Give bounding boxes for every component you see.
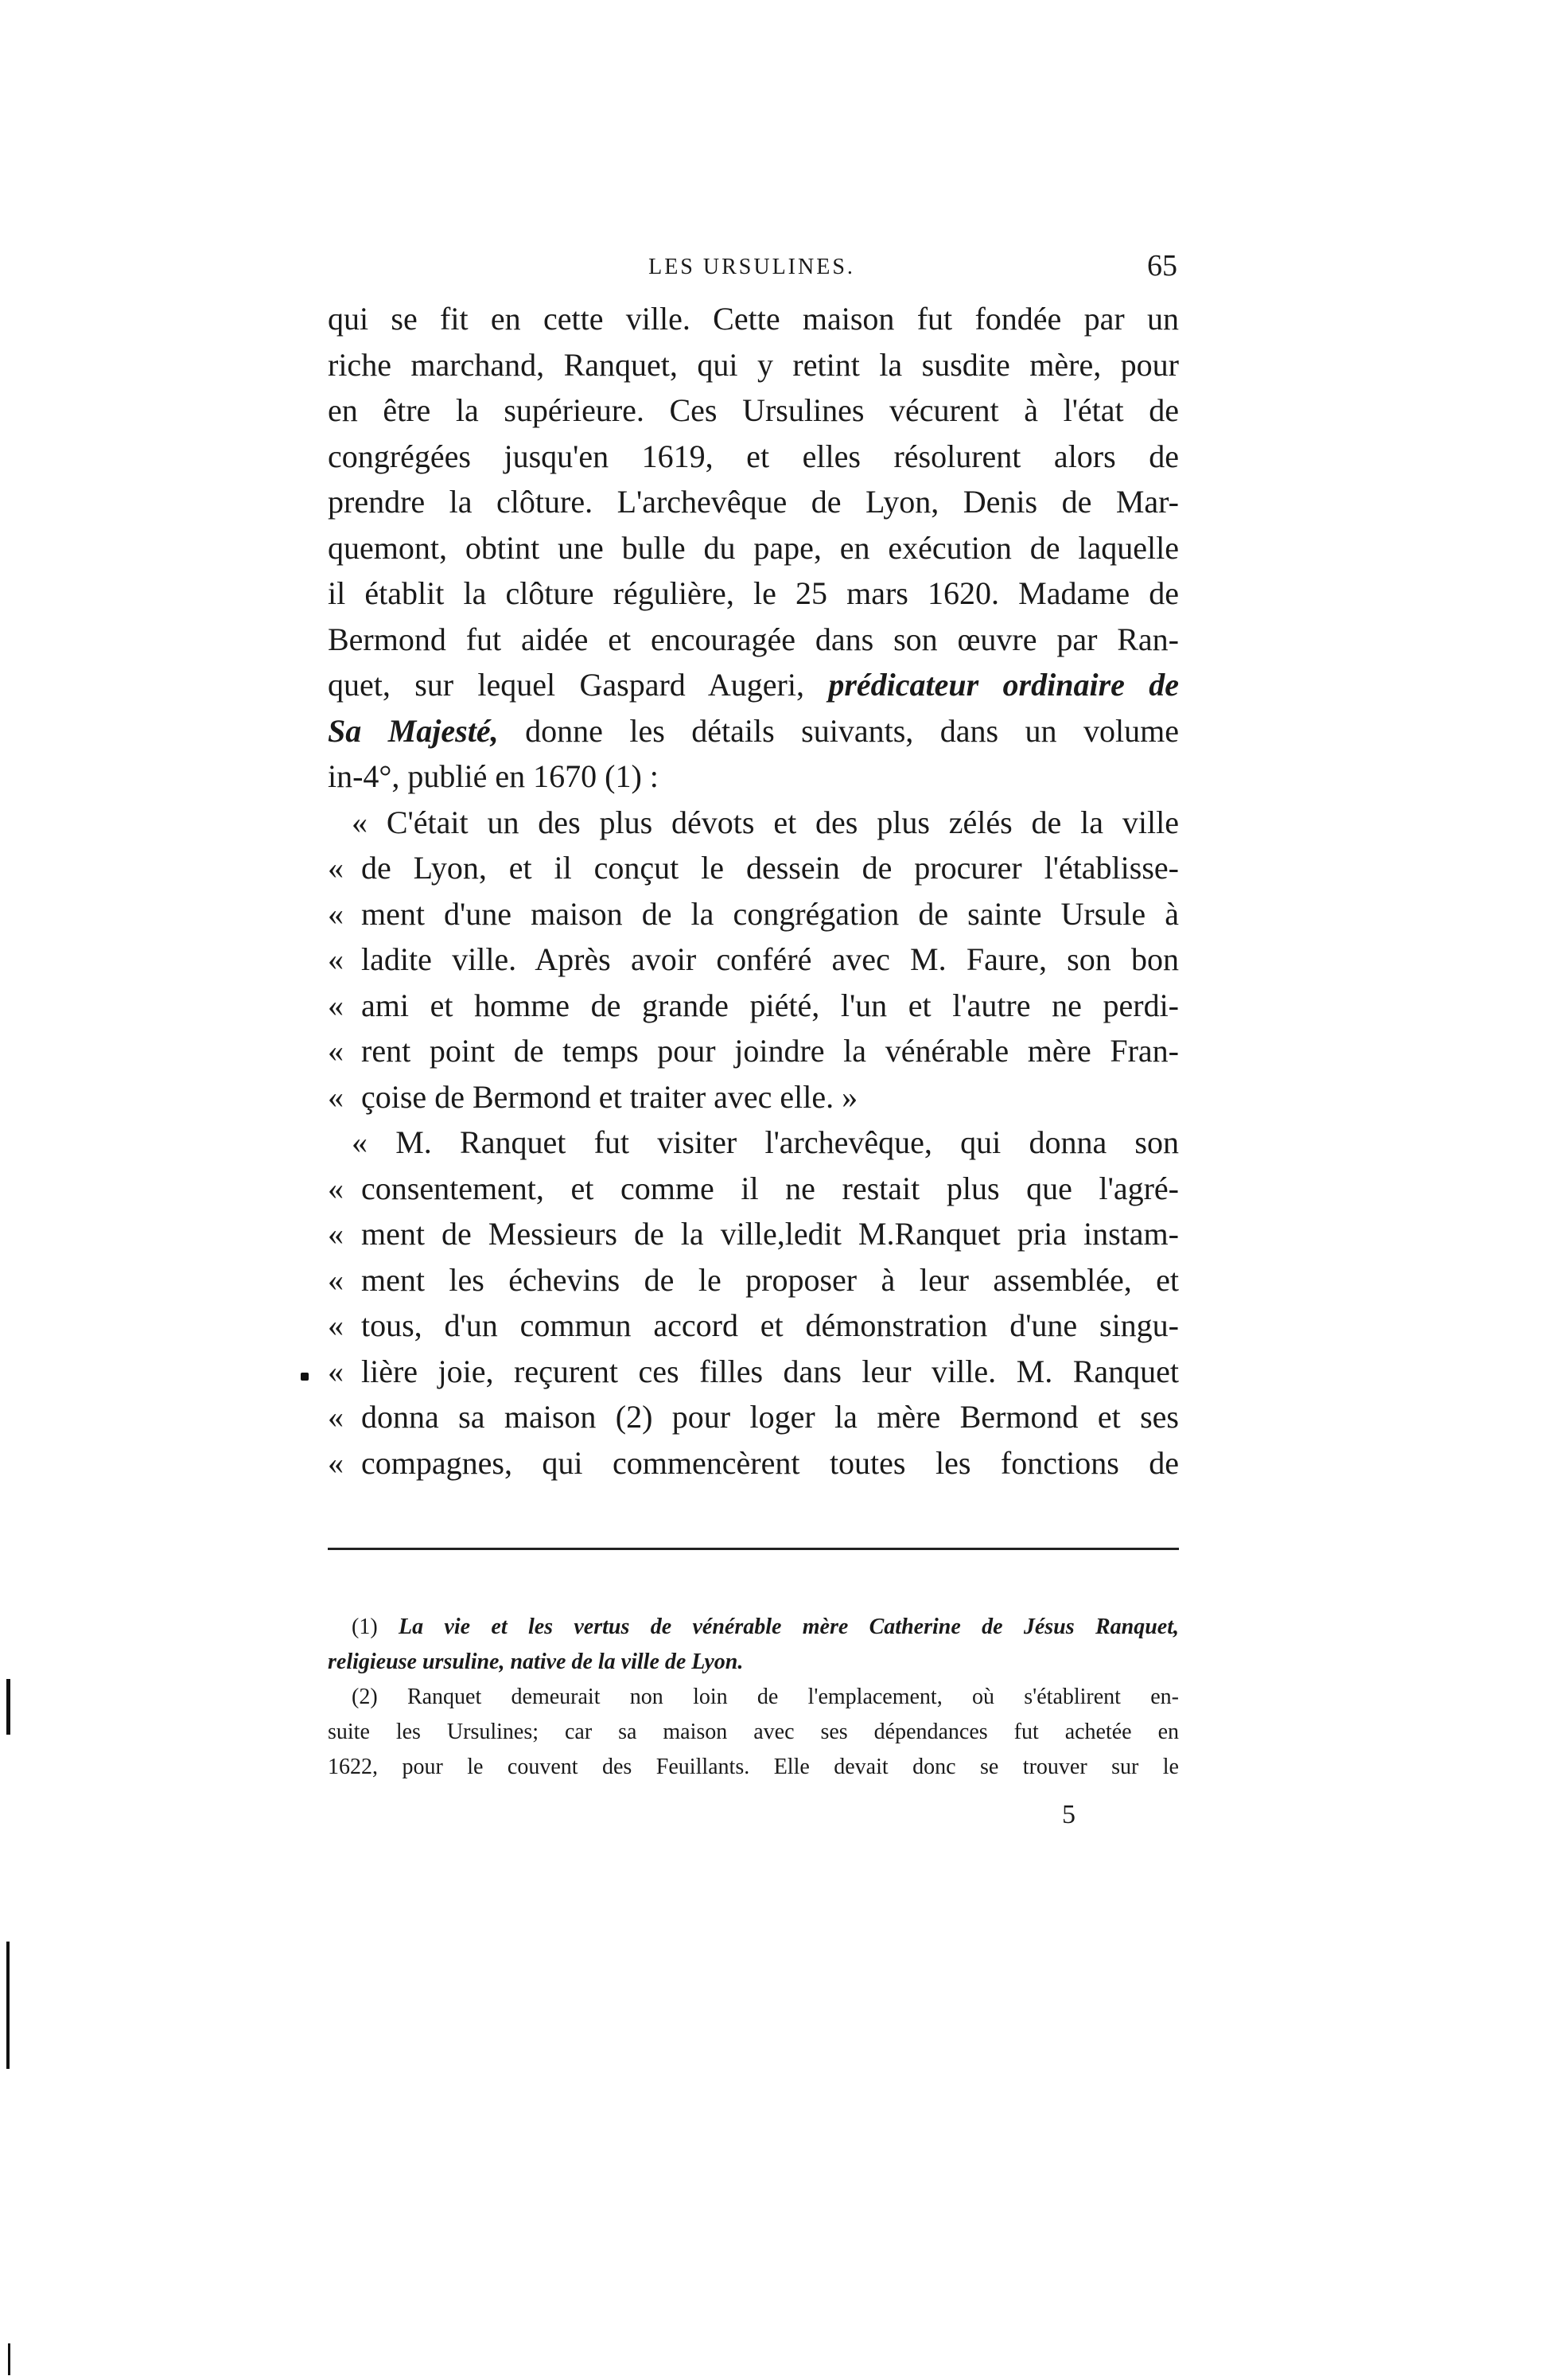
quote-mark: « — [328, 1033, 344, 1069]
footnotes — [328, 1610, 1179, 1785]
quote-line: « M. Ranquet fut visiter l'archevêque, qui donna son — [352, 1124, 1179, 1160]
signature-mark: 5 — [1062, 1800, 1076, 1829]
scan-mark — [301, 1373, 309, 1381]
quote-line: « ment d'une maison de la congrégation de sainte Ursule à — [328, 891, 1179, 937]
running-title: LES URSULINES. — [648, 255, 855, 279]
quote-line: « çoise de Bermond et traiter avec elle. » — [328, 1074, 1179, 1120]
text-line — [328, 662, 1179, 708]
quote-line: « lière joie, reçurent ces filles dans leur ville. M. Ranquet — [328, 1349, 1179, 1395]
quote-mark: « — [328, 1216, 344, 1252]
text-line: prendre la clôture. L'archevêque de Lyon, Denis de Mar- — [328, 484, 1179, 520]
quote-mark: « — [328, 987, 344, 1023]
quote-mark: « — [328, 1078, 344, 1115]
quote-mark: « — [328, 1170, 344, 1206]
quote-mark: « — [352, 804, 368, 840]
scan-mark — [6, 1942, 10, 2069]
scan-mark — [8, 2343, 10, 2375]
running-head — [326, 248, 1177, 288]
italic-title: prédicateur ordinaire de — [828, 667, 1180, 703]
text-line: in-4°, publié en 1670 (1) : — [328, 758, 659, 794]
quote-line: « ment les échevins de le proposer à leur assemblée, et — [328, 1257, 1179, 1303]
body-text — [328, 296, 1179, 1486]
footnote-2-cont: 1622, pour le couvent des Feuillants. Elle devait donc se trouver sur le — [328, 1755, 1179, 1779]
text-line: qui se fit en cette ville. Cette maison fut fondée par un — [328, 301, 1179, 337]
quote-line: « ment de Messieurs de la ville,ledit M.Ranquet pria instam- — [328, 1211, 1179, 1257]
quote-mark: « — [352, 1124, 368, 1160]
quote-mark: « — [328, 1307, 344, 1343]
quote-line: « compagnes, qui commencèrent toutes les fonctions de — [328, 1440, 1179, 1486]
text-line: il établit la clôture régulière, le 25 mars 1620. Madame de — [328, 575, 1179, 611]
quote-line: « rent point de temps pour joindre la vénérable mère Fran- — [328, 1028, 1179, 1074]
footnote-rule — [328, 1548, 1179, 1550]
text-line: congrégées jusqu'en 1619, et elles résolurent alors de — [328, 438, 1179, 474]
text-segment: donne les détails suivants, dans un volume — [525, 712, 1180, 749]
quote-line: « ladite ville. Après avoir conféré avec M. Faure, son bon — [328, 937, 1179, 983]
footnote-2-cont: suite les Ursulines; car sa maison avec ses dépendances fut achetée en — [328, 1720, 1179, 1744]
quote-mark: « — [328, 1444, 344, 1481]
quote-line: « ami et homme de grande piété, l'un et l'autre ne perdi- — [328, 983, 1179, 1029]
quote-line: « C'était un des plus dévots et des plus zélés de la ville — [352, 804, 1179, 840]
quote-mark: « — [328, 941, 344, 977]
text-segment: quet, sur lequel Gaspard Augeri, — [328, 667, 804, 703]
footnote-1 — [328, 1610, 1179, 1645]
quote-line: « de Lyon, et il conçut le dessein de procurer l'établisse- — [328, 845, 1179, 891]
footnote-2: (2) Ranquet demeurait non loin de l'emplacement, où s'établirent en- — [352, 1685, 1179, 1709]
quote-line: « consentement, et comme il ne restait plus que l'agré- — [328, 1166, 1179, 1212]
text-line: riche marchand, Ranquet, qui y retint la susdite mère, pour — [328, 346, 1179, 383]
quote-mark: « — [328, 1399, 344, 1435]
quote-line: « tous, d'un commun accord et démonstration d'une singu- — [328, 1303, 1179, 1349]
text-line: Bermond fut aidée et encouragée dans son œuvre par Ran- — [328, 621, 1179, 657]
quote-mark: « — [328, 1353, 344, 1389]
footnote-1-cont: religieuse ursuline, native de la ville de Lyon. — [328, 1650, 744, 1674]
quote-mark: « — [328, 850, 344, 886]
text-line — [328, 708, 1179, 754]
text-line: en être la supérieure. Ces Ursulines vécurent à l'état de — [328, 392, 1179, 428]
quote-mark: « — [328, 895, 344, 932]
italic-title: Sa Majesté, — [328, 712, 499, 749]
footnote-title: La vie et les vertus de vénérable mère Catherine de Jésus Ranquet, — [399, 1615, 1179, 1639]
page-number: 65 — [1147, 249, 1177, 282]
quote-mark: « — [328, 1261, 344, 1298]
quote-line: « donna sa maison (2) pour loger la mère Bermond et ses — [328, 1394, 1179, 1440]
footnote-number: (1) — [352, 1615, 378, 1639]
text-line: quemont, obtint une bulle du pape, en exécution de laquelle — [328, 529, 1179, 566]
scan-mark — [6, 1679, 10, 1735]
